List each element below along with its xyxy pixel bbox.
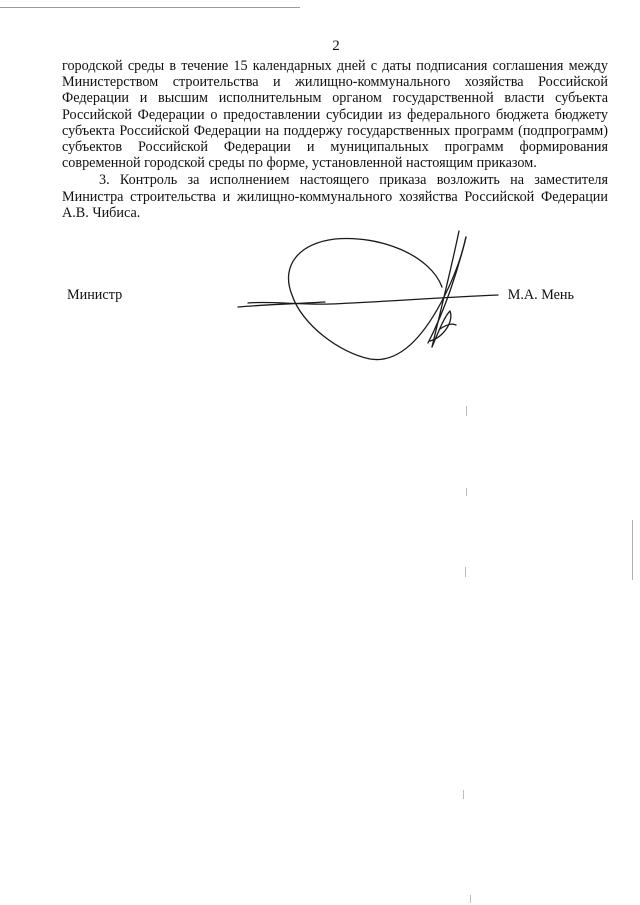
scan-artifact	[465, 567, 466, 577]
signatory-title: Министр	[67, 287, 123, 303]
scan-artifact	[466, 406, 467, 416]
signatory-name: М.А. Мень	[507, 287, 574, 303]
paragraph-continuation: городской среды в течение 15 календарных дней с даты подписания соглашения между Министерством строительства и жилищно-коммунального хозяйства Российской Федерации и высшим исполнительным органом государственной власти субъекта Российской Федерации о предоставлении субсидии из федерального бюджета бюджету субъекта Российской Федерации на поддержу государственных программ (подпрограмм) субъектов Российской Федерации и муниципальных программ формирования современной городской среды по форме, установленной настоящим приказом.	[62, 58, 608, 172]
handwritten-signature	[230, 225, 515, 370]
document-body	[62, 58, 608, 221]
scan-edge-line	[0, 7, 300, 8]
page-number: 2	[332, 38, 340, 54]
scan-artifact	[466, 488, 467, 496]
scan-artifact	[470, 895, 471, 903]
scan-edge-line	[632, 520, 633, 580]
scan-artifact	[463, 790, 464, 799]
paragraph-3: 3. Контроль за исполнением настоящего приказа возложить на заместителя Министра строительства и жилищно-коммунального хозяйства Российской Федерации А.В. Чибиса.	[62, 172, 608, 221]
